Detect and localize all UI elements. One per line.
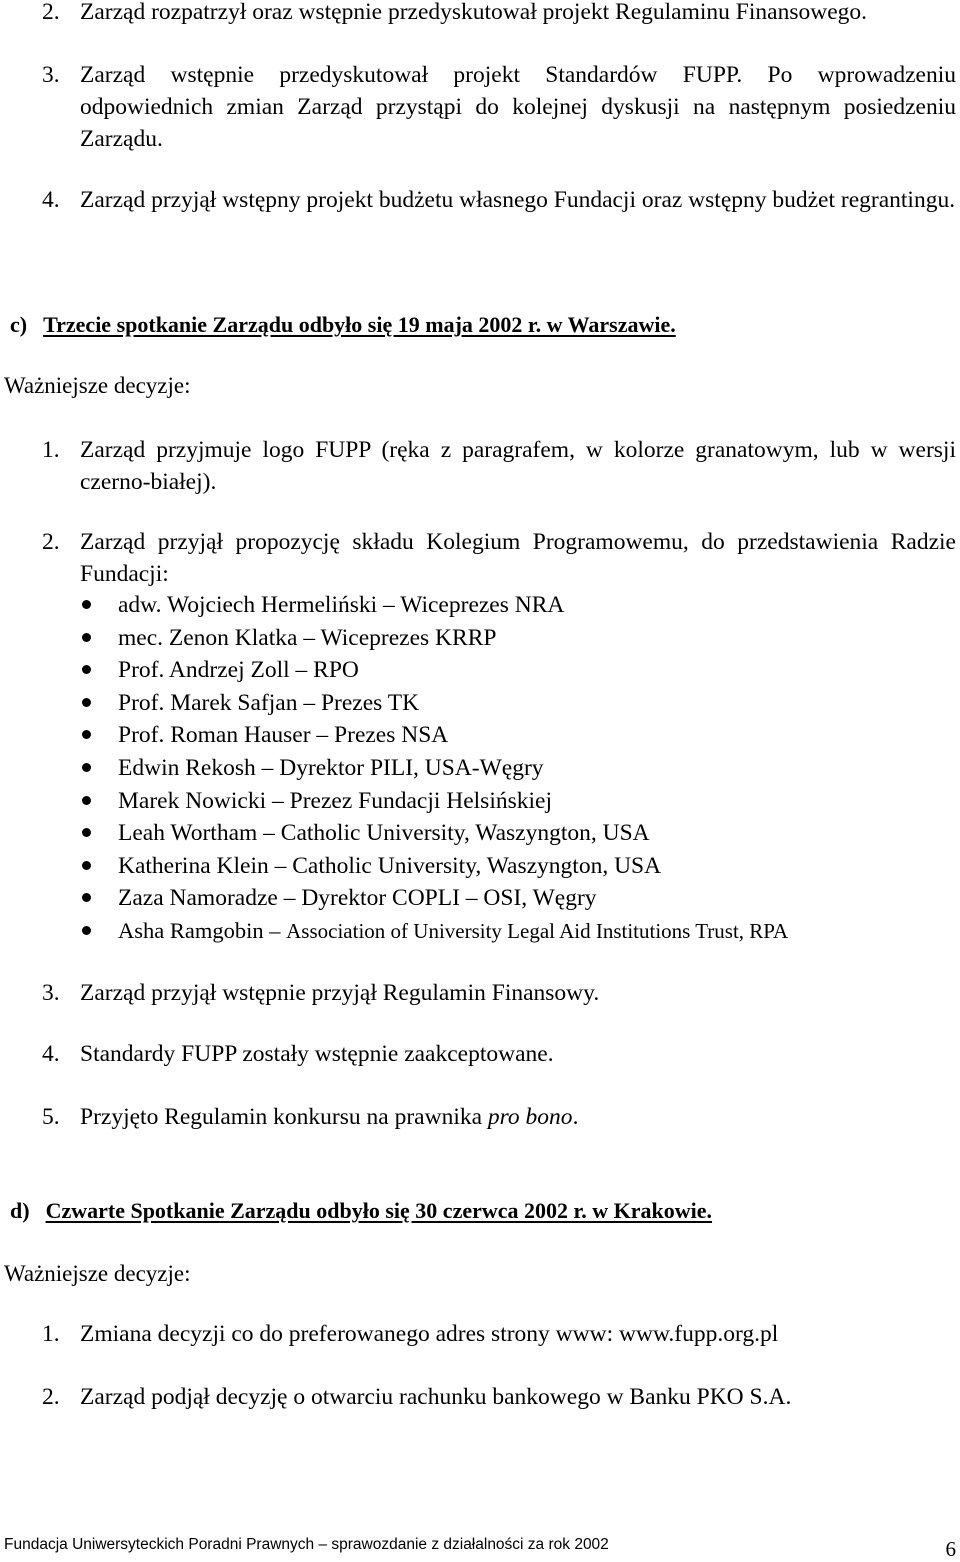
item-number: 5.: [42, 1104, 60, 1130]
section-letter: d): [10, 1198, 30, 1223]
list-item: Prof. Roman Hauser – Prezes NSA: [80, 719, 788, 752]
bullet-icon: [82, 796, 91, 805]
list-item: Leah Wortham – Catholic University, Waszyngton, USA: [80, 817, 788, 850]
section-heading: [10, 310, 676, 340]
member-role: Prezez Fundacji Helsińskiej: [289, 787, 552, 814]
list-item: [42, 184, 956, 248]
item-text: Zarząd przyjął wstępnie przyjął Regulamin Finansowy.: [80, 980, 600, 1006]
member-role: Catholic University, Waszyngton, USA: [292, 852, 662, 879]
item-text: Zarząd wstępnie przedyskutował projekt Standardów FUPP. Po wprowadzeniu odpowiednich zmian Zarząd przystąpi do kolejnej dyskusji na następnym posiedzeniu Zarządu.: [80, 62, 956, 152]
item-number: 1.: [42, 437, 60, 463]
item-number: 4.: [42, 187, 60, 213]
item-text-end: .: [572, 1104, 579, 1130]
list-item: [42, 59, 956, 155]
member-role: Association of University Legal Aid Institutions Trust, RPA: [286, 918, 789, 943]
item-text: Zarząd rozpatrzył oraz wstępnie przedyskutował projekt Regulaminu Finansowego.: [80, 0, 867, 25]
bullet-icon: [82, 665, 91, 674]
section-letter: c): [10, 312, 28, 337]
bullet-icon: [82, 698, 91, 707]
item-number: 2.: [42, 0, 60, 25]
members-list: [80, 589, 788, 948]
item-number: 4.: [42, 1041, 60, 1067]
decisions-label: Ważniejsze decyzje:: [4, 1261, 191, 1286]
member-name: Edwin Rekosh: [118, 754, 262, 781]
list-item: mec. Zenon Klatka – Wiceprezes KRRP: [80, 622, 788, 655]
member-role: RPO: [313, 657, 359, 684]
member-role: Wiceprezes KRRP: [320, 624, 497, 651]
list-item: [42, 526, 956, 590]
member-role: Wiceprezes NRA: [400, 592, 565, 618]
member-role: Catholic University, Waszyngton, USA: [280, 820, 650, 847]
item-number: 3.: [42, 980, 60, 1006]
bullet-icon: [82, 730, 91, 739]
member-name: Prof. Marek Safjan: [118, 689, 298, 716]
item-text: Standardy FUPP zostały wstępnie zaakceptowane.: [80, 1041, 554, 1067]
item-text: Zarząd przyjął wstępny projekt budżetu własnego Fundacji oraz wstępny budżet regrantingu.: [80, 187, 956, 213]
bullet-icon: [82, 600, 91, 609]
section-heading: [10, 1196, 712, 1226]
list-item: [42, 1101, 956, 1133]
member-name: mec. Zenon Klatka: [118, 624, 304, 651]
member-name: Asha Ramgobin: [118, 917, 264, 943]
item-number: 2.: [42, 529, 60, 555]
bullet-icon: [82, 861, 91, 870]
member-name: adw. Wojciech Hermeliński: [118, 592, 378, 618]
item-number: 2.: [42, 1384, 60, 1410]
page-number: 6: [945, 1537, 956, 1561]
list-item: adw. Wojciech Hermeliński – Wiceprezes NRA: [80, 589, 788, 622]
item-text: Zarząd przyjmuje logo FUPP (ręka z paragrafem, w kolorze granatowym, lub w wersji czerno-białej).: [80, 437, 956, 495]
item-text-italic: pro bono: [487, 1104, 573, 1130]
member-role: Dyrektor PILI, USA-Węgry: [279, 754, 544, 781]
bullet-icon: [82, 926, 91, 935]
member-role: Prezes TK: [320, 689, 420, 716]
member-name: Leah Wortham: [118, 820, 258, 847]
member-name: Prof. Roman Hauser: [118, 722, 311, 749]
list-item: [42, 1038, 956, 1070]
list-item: Zaza Namoradze – Dyrektor COPLI – OSI, Węgry: [80, 882, 788, 915]
item-text-main: Przyjęto Regulamin konkursu na prawnika: [80, 1104, 488, 1130]
bullet-icon: [82, 763, 91, 772]
item-text: Zarząd przyjął propozycję składu Kolegium Programowemu, do przedstawienia Radzie Fundacji:: [80, 529, 956, 587]
member-role: Dyrektor COPLI – OSI, Węgry: [301, 885, 597, 912]
decisions-label: Ważniejsze decyzje:: [4, 373, 191, 398]
list-item: Edwin Rekosh – Dyrektor PILI, USA-Węgry: [80, 752, 788, 785]
page-footer: Fundacja Uniwersyteckich Poradni Prawnych – sprawozdanie z działalności za rok 2002: [4, 1536, 609, 1553]
member-name: Katherina Klein: [118, 852, 269, 879]
list-item: [42, 0, 956, 60]
item-number: 3.: [42, 62, 60, 88]
list-item: Marek Nowicki – Prezez Fundacji Helsińskiej: [80, 785, 788, 818]
member-name: Marek Nowicki: [118, 787, 267, 814]
bullet-icon: [82, 633, 91, 642]
bullet-icon: [82, 893, 91, 902]
item-text: [80, 1101, 956, 1133]
list-item: [42, 1381, 956, 1413]
list-item: Katherina Klein – Catholic University, Waszyngton, USA: [80, 850, 788, 883]
list-item: Prof. Andrzej Zoll – RPO: [80, 654, 788, 687]
list-item: [42, 434, 956, 498]
section-title: Czwarte Spotkanie Zarządu odbyło się 30 czerwca 2002 r. w Krakowie.: [45, 1198, 713, 1223]
item-text: Zmiana decyzji co do preferowanego adres strony www: www.fupp.org.pl: [80, 1321, 779, 1347]
member-name: Zaza Namoradze: [118, 885, 278, 912]
bullet-icon: [82, 828, 91, 837]
section-title: Trzecie spotkanie Zarządu odbyło się 19 maja 2002 r. w Warszawie.: [43, 312, 676, 337]
list-item: Prof. Marek Safjan – Prezes TK: [80, 687, 788, 720]
member-role: Prezes NSA: [334, 722, 449, 749]
item-number: 1.: [42, 1321, 60, 1347]
member-name: Prof. Andrzej Zoll: [118, 657, 290, 684]
list-item: [42, 977, 956, 1009]
list-item: [42, 1318, 956, 1350]
list-item: Asha Ramgobin – Association of University Legal Aid Institutions Trust, RPA: [80, 915, 788, 948]
item-text: Zarząd podjął decyzję o otwarciu rachunku bankowego w Banku PKO S.A.: [80, 1384, 792, 1410]
